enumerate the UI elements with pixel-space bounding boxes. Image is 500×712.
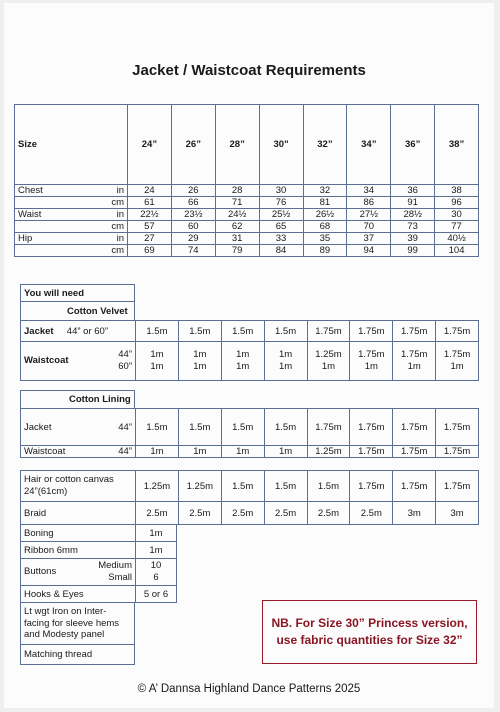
quantity-cell: 1m bbox=[178, 446, 221, 458]
quantity-cell: 3m bbox=[436, 502, 479, 525]
measurement-cell: 24 bbox=[128, 185, 172, 197]
quantity-cell: 1m bbox=[136, 446, 179, 458]
measurement-cell: 66 bbox=[171, 197, 215, 209]
quantity-cell: 3m bbox=[393, 502, 436, 525]
measurement-row bbox=[15, 233, 479, 245]
quantity-cell: 1.5m bbox=[136, 409, 179, 446]
hooks-row bbox=[21, 586, 177, 603]
size-col: 30" bbox=[259, 105, 303, 185]
measurement-cell: 36 bbox=[391, 185, 435, 197]
measurement-cell: 26½ bbox=[303, 209, 347, 221]
iron-on-label: Lt wgt Iron on Inter- facing for sleeve hems and Modesty panel bbox=[21, 603, 135, 645]
measurement-cell: 91 bbox=[391, 197, 435, 209]
quantity-cell: 1.5m bbox=[307, 471, 350, 502]
quantity-cell: 1.5m bbox=[221, 321, 264, 342]
velvet-waistcoat-row bbox=[21, 342, 479, 381]
lining-waistcoat-row: Waistcoat 44” 1m 1m 1m 1m 1.25m 1.75m 1.75m 1.75m bbox=[21, 446, 479, 458]
quantity-cell: 1.5m bbox=[264, 471, 307, 502]
measurement-cell: 23½ bbox=[171, 209, 215, 221]
measurement-cell: 69 bbox=[128, 245, 172, 257]
measurement-cell: 33 bbox=[259, 233, 303, 245]
quantity-cell: 10 6 bbox=[136, 559, 177, 586]
measurement-cell: 77 bbox=[435, 221, 479, 233]
velvet-jacket-row bbox=[21, 321, 479, 342]
quantity-cell: 2.5m bbox=[350, 502, 393, 525]
measurement-cell: 81 bbox=[303, 197, 347, 209]
quantity-cell: 1.5m bbox=[264, 321, 307, 342]
quantity-cell: 1.25m bbox=[307, 446, 350, 458]
note-line-2: use fabric quantities for Size 32” bbox=[276, 633, 463, 647]
measurement-cell: 27½ bbox=[347, 209, 391, 221]
size-col: 36” bbox=[391, 105, 435, 185]
copyright-footer: © A’ Dannsa Highland Dance Patterns 2025 bbox=[137, 683, 361, 695]
velvet-waistcoat-label: Waistcoat 44” 60” bbox=[21, 342, 136, 381]
measurement-cell: 24½ bbox=[215, 209, 259, 221]
measurement-cell: 99 bbox=[391, 245, 435, 257]
buttons-label: Buttons Medium Small bbox=[21, 559, 136, 586]
cotton-velvet-table bbox=[20, 320, 479, 381]
quantity-cell: 1.75m bbox=[393, 409, 436, 446]
measurement-cell: 57 bbox=[128, 221, 172, 233]
measurement-cell: 74 bbox=[171, 245, 215, 257]
measurement-cell: 34 bbox=[347, 185, 391, 197]
measurement-cell: 38 bbox=[435, 185, 479, 197]
quantity-cell: 5 or 6 bbox=[136, 586, 177, 603]
iron-on-row bbox=[21, 603, 135, 645]
quantity-cell: 1.5m bbox=[221, 471, 264, 502]
cotton-lining-heading: Cotton Lining bbox=[21, 391, 135, 409]
measurement-cell: 30 bbox=[435, 209, 479, 221]
measurement-cell: 73 bbox=[391, 221, 435, 233]
measurement-cell: 30 bbox=[259, 185, 303, 197]
measurement-cell: 22½ bbox=[128, 209, 172, 221]
measurement-cell: 61 bbox=[128, 197, 172, 209]
thread-label: Matching thread bbox=[21, 645, 135, 665]
cotton-lining-table bbox=[20, 408, 479, 458]
thread-row bbox=[21, 645, 135, 665]
lining-jacket-row: Jacket 44” 1.5m 1.5m 1.5m 1.5m 1.75m 1.75m 1.75m 1.75m bbox=[21, 409, 479, 446]
quantity-cell: 1m 1m bbox=[178, 342, 221, 381]
measurement-cell: 94 bbox=[347, 245, 391, 257]
measurement-cell: 71 bbox=[215, 197, 259, 209]
measurement-unit: in bbox=[93, 209, 128, 221]
braid-label: Braid bbox=[21, 502, 136, 525]
quantity-cell: 1.5m bbox=[221, 409, 264, 446]
quantity-cell: 1.75m bbox=[436, 409, 479, 446]
boning-label: Boning bbox=[21, 525, 136, 542]
quantity-cell: 1m bbox=[136, 525, 177, 542]
you-will-need-label: You will need bbox=[21, 285, 135, 302]
measurement-cell: 35 bbox=[303, 233, 347, 245]
measurement-label: Hip bbox=[15, 233, 93, 245]
measurement-cell: 26 bbox=[171, 185, 215, 197]
measurements-table bbox=[14, 104, 479, 257]
quantity-cell: 1.75m bbox=[393, 471, 436, 502]
cotton-lining-header bbox=[20, 390, 135, 408]
quantity-cell: 1.75m bbox=[350, 471, 393, 502]
measurement-unit: cm bbox=[93, 245, 128, 257]
measurement-row bbox=[15, 197, 479, 209]
quantity-cell: 1.75m bbox=[307, 409, 350, 446]
quantity-cell: 1.75m bbox=[436, 471, 479, 502]
canvas-label: Hair or cotton canvas 24”(61cm) bbox=[21, 471, 136, 502]
quantity-cell: 1.75m 1m bbox=[393, 342, 436, 381]
measurement-cell: 68 bbox=[303, 221, 347, 233]
quantity-cell: 1.75m bbox=[393, 446, 436, 458]
cotton-velvet-heading: Cotton Velvet bbox=[21, 302, 135, 321]
measurement-cell: 84 bbox=[259, 245, 303, 257]
princess-version-note bbox=[262, 600, 477, 664]
quantity-cell: 1.75m bbox=[436, 446, 479, 458]
measurement-cell: 62 bbox=[215, 221, 259, 233]
size-col: 34” bbox=[347, 105, 391, 185]
quantity-cell: 1m 1m bbox=[221, 342, 264, 381]
velvet-jacket-widths: 44” or 60” bbox=[66, 325, 108, 337]
size-col: 38” bbox=[435, 105, 479, 185]
measurement-label: Chest bbox=[15, 185, 93, 197]
quantity-cell: 1m bbox=[221, 446, 264, 458]
size-col: 28” bbox=[215, 105, 259, 185]
measurement-cell: 25½ bbox=[259, 209, 303, 221]
measurement-row bbox=[15, 185, 479, 197]
quantity-cell: 1.25m 1m bbox=[307, 342, 350, 381]
small-notions-table bbox=[20, 524, 177, 603]
measurement-unit: in bbox=[93, 233, 128, 245]
measurement-cell: 76 bbox=[259, 197, 303, 209]
quantity-cell: 1.75m bbox=[393, 321, 436, 342]
quantity-cell: 1.25m bbox=[136, 471, 179, 502]
canvas-row bbox=[21, 471, 479, 502]
measurement-cell: 29 bbox=[171, 233, 215, 245]
measurement-cell: 104 bbox=[435, 245, 479, 257]
measurement-cell: 27 bbox=[128, 233, 172, 245]
measurement-row bbox=[15, 221, 479, 233]
quantity-cell: 1m 1m bbox=[136, 342, 179, 381]
page-title: Jacket / Waistcoat Requirements bbox=[132, 62, 366, 79]
measurement-label bbox=[15, 221, 93, 233]
boning-row bbox=[21, 525, 177, 542]
size-col: 24” bbox=[128, 105, 172, 185]
ribbon-row bbox=[21, 542, 177, 559]
quantity-cell: 1.5m bbox=[178, 321, 221, 342]
quantity-cell: 2.5m bbox=[264, 502, 307, 525]
measurement-cell: 31 bbox=[215, 233, 259, 245]
measurement-unit: in bbox=[93, 185, 128, 197]
quantity-cell: 1m bbox=[264, 446, 307, 458]
measurement-unit: cm bbox=[93, 197, 128, 209]
size-col: 32” bbox=[303, 105, 347, 185]
quantity-cell: 1.75m bbox=[350, 446, 393, 458]
braid-row bbox=[21, 502, 479, 525]
quantity-cell: 2.5m bbox=[307, 502, 350, 525]
quantity-cell: 1.75m bbox=[307, 321, 350, 342]
measurement-cell: 79 bbox=[215, 245, 259, 257]
quantity-cell: 1.75m 1m bbox=[436, 342, 479, 381]
quantity-cell: 1.75m bbox=[350, 321, 393, 342]
quantity-cell: 1m 1m bbox=[264, 342, 307, 381]
quantity-cell: 1.5m bbox=[178, 409, 221, 446]
velvet-jacket-label: Jacket 44” or 60” bbox=[21, 321, 136, 342]
measurement-label bbox=[15, 245, 93, 257]
measurement-unit: cm bbox=[93, 221, 128, 233]
measurement-cell: 28 bbox=[215, 185, 259, 197]
size-header-row bbox=[15, 105, 479, 185]
quantity-cell: 1.5m bbox=[136, 321, 179, 342]
measurement-cell: 65 bbox=[259, 221, 303, 233]
measurement-label bbox=[15, 197, 93, 209]
measurement-cell: 89 bbox=[303, 245, 347, 257]
quantity-cell: 1m bbox=[136, 542, 177, 559]
quantity-cell: 1.75m 1m bbox=[350, 342, 393, 381]
measurement-cell: 32 bbox=[303, 185, 347, 197]
quantity-cell: 2.5m bbox=[178, 502, 221, 525]
size-col: 26” bbox=[171, 105, 215, 185]
measurement-cell: 96 bbox=[435, 197, 479, 209]
measurement-cell: 37 bbox=[347, 233, 391, 245]
hooks-label: Hooks & Eyes bbox=[21, 586, 136, 603]
measurement-row bbox=[15, 209, 479, 221]
notions-table bbox=[20, 470, 479, 525]
measurement-cell: 39 bbox=[391, 233, 435, 245]
measurement-cell: 86 bbox=[347, 197, 391, 209]
measurement-cell: 70 bbox=[347, 221, 391, 233]
quantity-cell: 2.5m bbox=[221, 502, 264, 525]
measurement-cell: 40½ bbox=[435, 233, 479, 245]
ribbon-label: Ribbon 6mm bbox=[21, 542, 136, 559]
measurement-label: Waist bbox=[15, 209, 93, 221]
you-will-need-header bbox=[20, 284, 135, 321]
size-label: Size bbox=[15, 105, 93, 185]
measurement-cell: 28½ bbox=[391, 209, 435, 221]
extra-notions-table bbox=[20, 602, 135, 665]
quantity-cell: 1.75m bbox=[436, 321, 479, 342]
measurement-cell: 60 bbox=[171, 221, 215, 233]
note-line-1: NB. For Size 30” Princess version, bbox=[271, 615, 468, 630]
buttons-row bbox=[21, 559, 177, 586]
quantity-cell: 2.5m bbox=[136, 502, 179, 525]
measurement-row bbox=[15, 245, 479, 257]
quantity-cell: 1.25m bbox=[178, 471, 221, 502]
quantity-cell: 1.75m bbox=[350, 409, 393, 446]
quantity-cell: 1.5m bbox=[264, 409, 307, 446]
document-page bbox=[4, 3, 494, 708]
